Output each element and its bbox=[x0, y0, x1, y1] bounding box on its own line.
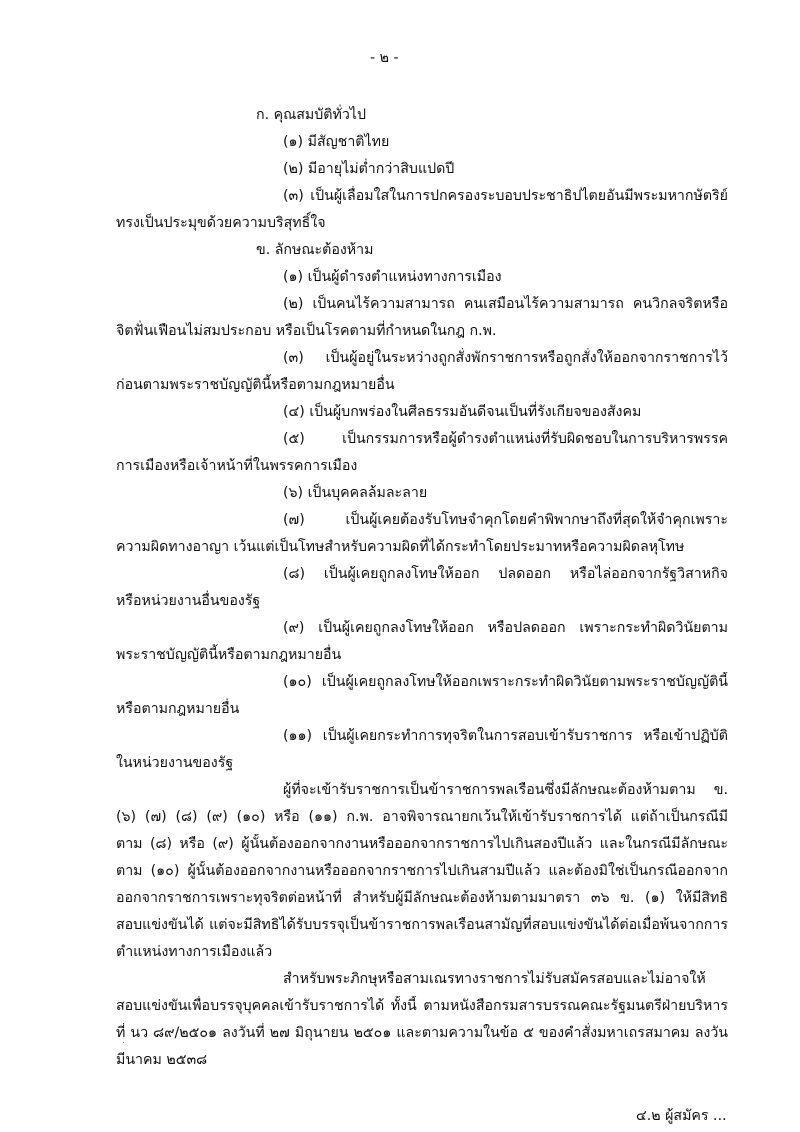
paragraph-line: (๖) (๗) (๘) (๙) (๑๐) หรือ (๑๑) ก.พ. อาจพิจารณายกเว้นให้เข้ารับราชการได้ แต่ถ้าเป็นกรณีมี bbox=[116, 809, 728, 825]
paragraph-line: สำหรับพระภิกษุหรือสามเณรทางราชการไม่รับสมัครสอบและไม่อาจให้ bbox=[283, 971, 706, 987]
paragraph-line: (๑๑) เป็นผู้เคยกระทำการทุจริตในการสอบเข้ารับราชการ หรือเข้าปฏิบัติ bbox=[283, 728, 728, 744]
paragraph-line: ความผิดทางอาญา เว้นแต่เป็นโทษสำหรับความผิดที่ได้กระทำโดยประมาทหรือความผิดลหุโทษ bbox=[116, 539, 685, 555]
paragraph-line: การเมืองหรือเจ้าหน้าที่ในพรรคการเมือง bbox=[116, 458, 358, 474]
section-heading-general-qualifications: ก. คุณสมบัติทั่วไป bbox=[256, 107, 366, 123]
paragraph-line: หรือตามกฎหมายอื่น bbox=[116, 701, 240, 717]
paragraph-line: (๖) เป็นบุคคลล้มละลาย bbox=[283, 485, 428, 501]
paragraph-line: มีนาคม ๒๕๓๘ bbox=[116, 1052, 208, 1068]
paragraph-line: (๑) มีสัญชาติไทย bbox=[283, 134, 390, 150]
paragraph-line: (๗) เป็นผู้เคยต้องรับโทษจำคุกโดยคำพิพากษาถึงที่สุดให้จำคุกเพราะ bbox=[283, 512, 728, 528]
paragraph-line: (๓) เป็นผู้อยู่ในระหว่างถูกสั่งพักราชการหรือถูกสั่งให้ออกจากราชการไว้ bbox=[283, 350, 728, 366]
paragraph-line: (๒) เป็นคนไร้ความสามารถ คนเสมือนไร้ความสามารถ คนวิกลจริตหรือ bbox=[283, 296, 728, 312]
paragraph-line: (๔) เป็นผู้บกพร่องในศีลธรรมอันดีจนเป็นที่รังเกียจของสังคม bbox=[283, 404, 642, 420]
paragraph-line: (๓) เป็นผู้เลื่อมใสในการปกครองระบอบประชาธิปไตยอันมีพระมหากษัตริย์ bbox=[283, 188, 728, 204]
section-heading-prohibited-characteristics: ข. ลักษณะต้องห้าม bbox=[256, 242, 374, 258]
footer-continuation: ๔.๒ ผู้สมัคร ... bbox=[636, 1108, 727, 1124]
paragraph-line: (๕) เป็นกรรมการหรือผู้ดำรงตำแหน่งที่รับผิดชอบในการบริหารพรรค bbox=[283, 431, 728, 447]
paragraph-line: (๑๐) เป็นผู้เคยถูกลงโทษให้ออกเพราะกระทำผิดวินัยตามพระราชบัญญัตินี้ bbox=[283, 674, 728, 690]
paragraph-line: สอบแข่งขันได้ แต่จะมีสิทธิได้รับบรรจุเป็นข้าราชการพลเรือนสามัญที่สอบแข่งขันได้ต่อเมื่อพ้นจากการ bbox=[116, 917, 728, 933]
page-number: - ๒ - bbox=[370, 50, 399, 66]
paragraph-line: พระราชบัญญัตินี้หรือตามกฎหมายอื่น bbox=[116, 647, 342, 663]
paragraph-line: ตาม (๘) หรือ (๙) ผู้นั้นต้องออกจากงานหรือออกจากราชการไปเกินสองปีแล้ว และในกรณีมีลักษณะ bbox=[116, 836, 728, 852]
paragraph-line: (๒) มีอายุไม่ต่ำกว่าสิบแปดปี bbox=[283, 161, 455, 177]
paragraph-line: ผู้ที่จะเข้ารับราชการเป็นข้าราชการพลเรือนซึ่งมีลักษณะต้องห้ามตาม ข. bbox=[283, 782, 728, 798]
paragraph-line: หรือหน่วยงานอื่นของรัฐ bbox=[116, 593, 261, 609]
paragraph-line: ออกจากราชการเพราะทุจริตต่อหน้าที่ สำหรับผู้มีลักษณะต้องห้ามตามมาตรา ๓๖ ข. (๑) ให้มีสิทธิ bbox=[116, 890, 728, 906]
paragraph-line: ตาม (๑๐) ผู้นั้นต้องออกจากงานหรือออกจากราชการไปเกินสามปีแล้ว และต้องมิใช่เป็นกรณีออกจาก bbox=[116, 863, 728, 879]
paragraph-line: ก่อนตามพระราชบัญญัตินี้หรือตามกฎหมายอื่น bbox=[116, 377, 395, 393]
paragraph-line: จิตฟั่นเฟือนไม่สมประกอบ หรือเป็นโรคตามที่กำหนดในกฎ ก.พ. bbox=[116, 323, 497, 339]
paragraph-line: (๑) เป็นผู้ดำรงตำแหน่งทางการเมือง bbox=[283, 269, 502, 285]
paragraph-line: ในหน่วยงานของรัฐ bbox=[116, 755, 234, 771]
paragraph-line: (๘) เป็นผู้เคยถูกลงโทษให้ออก ปลดออก หรือไล่ออกจากรัฐวิสาหกิจ bbox=[283, 566, 728, 582]
paragraph-line: (๙) เป็นผู้เคยถูกลงโทษให้ออก หรือปลดออก เพราะกระทำผิดวินัยตาม bbox=[283, 620, 728, 636]
paragraph-line: ทรงเป็นประมุขด้วยความบริสุทธิ์ใจ bbox=[116, 215, 326, 231]
paragraph-line: สอบแข่งขันเพื่อบรรจุบุคคลเข้ารับราชการได้ ทั้งนี้ ตามหนังสือกรมสารบรรณคณะรัฐมนตรีฝ่ายบริหาร bbox=[116, 998, 728, 1014]
paragraph-line: ตำแหน่งทางการเมืองแล้ว bbox=[116, 944, 273, 960]
paragraph-line: ที่ นว ๘๙/๒๕๐๑ ลงวันที่ ๒๗ มิถุนายน ๒๕๐๑ และตามความในข้อ ๕ ของคำสั่งมหาเถรสมาคม ลงวัน bbox=[116, 1025, 728, 1041]
